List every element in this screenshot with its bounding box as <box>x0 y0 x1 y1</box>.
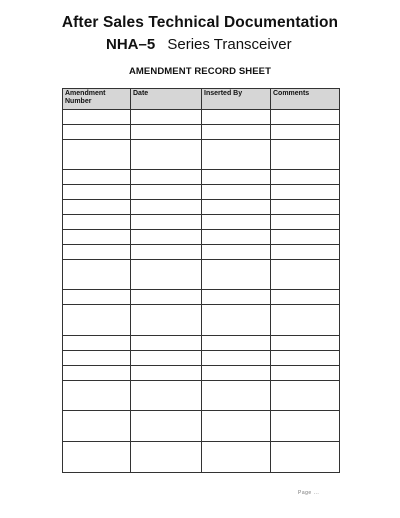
table-cell[interactable] <box>131 290 202 305</box>
table-row <box>63 259 340 290</box>
table-row <box>63 200 340 215</box>
header-amendment-number: Amendment Number <box>63 89 131 110</box>
table-cell[interactable] <box>271 229 340 244</box>
table-row <box>63 185 340 200</box>
table-row <box>63 110 340 125</box>
table-cell[interactable] <box>271 185 340 200</box>
table-cell[interactable] <box>63 365 131 380</box>
table-cell[interactable] <box>271 200 340 215</box>
table-cell[interactable] <box>202 200 271 215</box>
table-row <box>63 380 340 411</box>
table-cell[interactable] <box>63 350 131 365</box>
table-cell[interactable] <box>202 336 271 351</box>
table-cell[interactable] <box>63 124 131 139</box>
table-cell[interactable] <box>271 215 340 230</box>
table-cell[interactable] <box>202 229 271 244</box>
table-cell[interactable] <box>131 442 202 473</box>
product-series: Series Transceiver <box>167 36 292 53</box>
table-cell[interactable] <box>131 350 202 365</box>
table-cell[interactable] <box>63 229 131 244</box>
sheet-title: AMENDMENT RECORD SHEET <box>128 66 272 77</box>
table-cell[interactable] <box>131 215 202 230</box>
table-cell[interactable] <box>131 139 202 170</box>
table-cell[interactable] <box>63 259 131 290</box>
table-cell[interactable] <box>271 350 340 365</box>
table-cell[interactable] <box>202 411 271 442</box>
table-cell[interactable] <box>202 259 271 290</box>
table-cell[interactable] <box>131 124 202 139</box>
table-row <box>63 244 340 259</box>
table-cell[interactable] <box>202 442 271 473</box>
table-row <box>63 411 340 442</box>
table-cell[interactable] <box>271 411 340 442</box>
table-row <box>63 336 340 351</box>
table-cell[interactable] <box>63 200 131 215</box>
table-cell[interactable] <box>131 185 202 200</box>
table-cell[interactable] <box>271 259 340 290</box>
table-cell[interactable] <box>63 170 131 185</box>
table-cell[interactable] <box>131 365 202 380</box>
table-cell[interactable] <box>271 290 340 305</box>
table-header-row <box>63 89 340 110</box>
table-cell[interactable] <box>202 365 271 380</box>
table-cell[interactable] <box>202 350 271 365</box>
table-cell[interactable] <box>202 124 271 139</box>
table-cell[interactable] <box>202 110 271 125</box>
document-subtitle <box>106 36 292 53</box>
table-cell[interactable] <box>271 365 340 380</box>
header-comments: Comments <box>271 89 340 110</box>
table-cell[interactable] <box>271 442 340 473</box>
table-cell[interactable] <box>131 259 202 290</box>
table-cell[interactable] <box>202 185 271 200</box>
table-row <box>63 124 340 139</box>
table-row <box>63 139 340 170</box>
table-cell[interactable] <box>271 139 340 170</box>
table-cell[interactable] <box>131 110 202 125</box>
page-mark: Page ... <box>298 490 320 496</box>
table-cell[interactable] <box>131 229 202 244</box>
table-cell[interactable] <box>271 170 340 185</box>
table-cell[interactable] <box>131 411 202 442</box>
table-row <box>63 215 340 230</box>
table-cell[interactable] <box>63 110 131 125</box>
table-cell[interactable] <box>63 244 131 259</box>
table-cell[interactable] <box>202 305 271 336</box>
table-cell[interactable] <box>63 290 131 305</box>
table-cell[interactable] <box>131 336 202 351</box>
table-cell[interactable] <box>63 380 131 411</box>
table-cell[interactable] <box>63 215 131 230</box>
header-inserted-by: Inserted By <box>202 89 271 110</box>
table-cell[interactable] <box>271 244 340 259</box>
document-title: After Sales Technical Documentation <box>61 14 339 31</box>
table-cell[interactable] <box>271 380 340 411</box>
table-row <box>63 350 340 365</box>
table-row <box>63 170 340 185</box>
table-cell[interactable] <box>202 244 271 259</box>
table-cell[interactable] <box>202 215 271 230</box>
table-cell[interactable] <box>271 336 340 351</box>
table-cell[interactable] <box>131 170 202 185</box>
table-cell[interactable] <box>202 380 271 411</box>
table-cell[interactable] <box>202 290 271 305</box>
table-row <box>63 229 340 244</box>
table-cell[interactable] <box>63 411 131 442</box>
table-cell[interactable] <box>131 244 202 259</box>
header-date: Date <box>131 89 202 110</box>
table-cell[interactable] <box>271 305 340 336</box>
table-cell[interactable] <box>63 305 131 336</box>
table-row <box>63 365 340 380</box>
table-row <box>63 442 340 473</box>
table-cell[interactable] <box>63 336 131 351</box>
table-cell[interactable] <box>63 185 131 200</box>
table-cell[interactable] <box>131 200 202 215</box>
table-cell[interactable] <box>271 124 340 139</box>
product-model: NHA–5 <box>106 36 156 53</box>
amendment-record-table <box>62 88 340 473</box>
table-row <box>63 305 340 336</box>
table-row <box>63 290 340 305</box>
table-cell[interactable] <box>202 139 271 170</box>
table-cell[interactable] <box>131 380 202 411</box>
table-cell[interactable] <box>63 442 131 473</box>
table-cell[interactable] <box>131 305 202 336</box>
table-cell[interactable] <box>63 139 131 170</box>
table-cell[interactable] <box>271 110 340 125</box>
table-cell[interactable] <box>202 170 271 185</box>
